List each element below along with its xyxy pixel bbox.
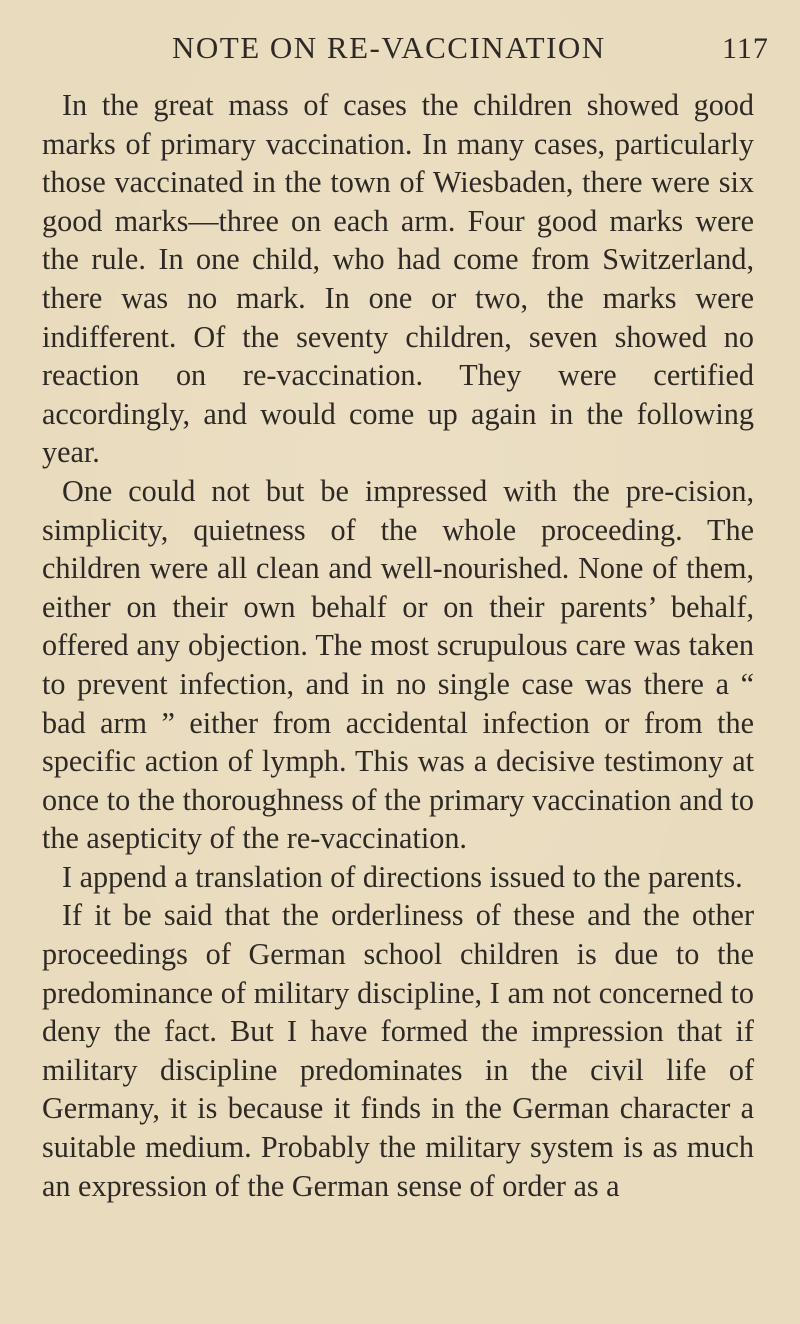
paragraph: In the great mass of cases the children showed good marks of primary vaccination. In many cases, particularly those vaccinated in the town of Wiesbaden, there were six good marks—three on each arm. Four good marks were the rule. In one child, who had come from Switzerland, there was no mark. In one or two, the marks were indifferent. Of the seventy children, seven showed no reaction on re-vaccination. They were certified accordingly, and would come up again in the following year.: [42, 88, 754, 470]
page-number: 117: [722, 32, 769, 65]
paragraph: I append a translation of directions issued to the parents.: [62, 859, 743, 894]
paragraph: One could not but be impressed with the pre-cision, simplicity, quietness of the whole proceeding. The children were all clean and well-nourished. None of them, either on their own behalf or on their parents’ behalf, offered any objection. The most scrupulous care was taken to prevent infection, and in no single case was there a “ bad arm ” either from accidental infection or from the specific action of lymph. This was a decisive testimony at once to the thoroughness of the primary vaccination and to the asepticity of the re-vaccination.: [42, 473, 754, 856]
running-title: NOTE ON RE-VACCINATION: [172, 30, 606, 65]
body-text: [42, 86, 754, 1205]
page-header: [0, 30, 800, 78]
paragraph: If it be said that the orderliness of these and the other proceedings of German school children is due to the predominance of military discipline, I am not concerned to deny the fact. But I have formed the impression that if military discipline predominates in the civil life of Germany, it is because it finds in the German character a suitable medium. Probably the military system is as much an expression of the German sense of order as a: [42, 898, 754, 1203]
